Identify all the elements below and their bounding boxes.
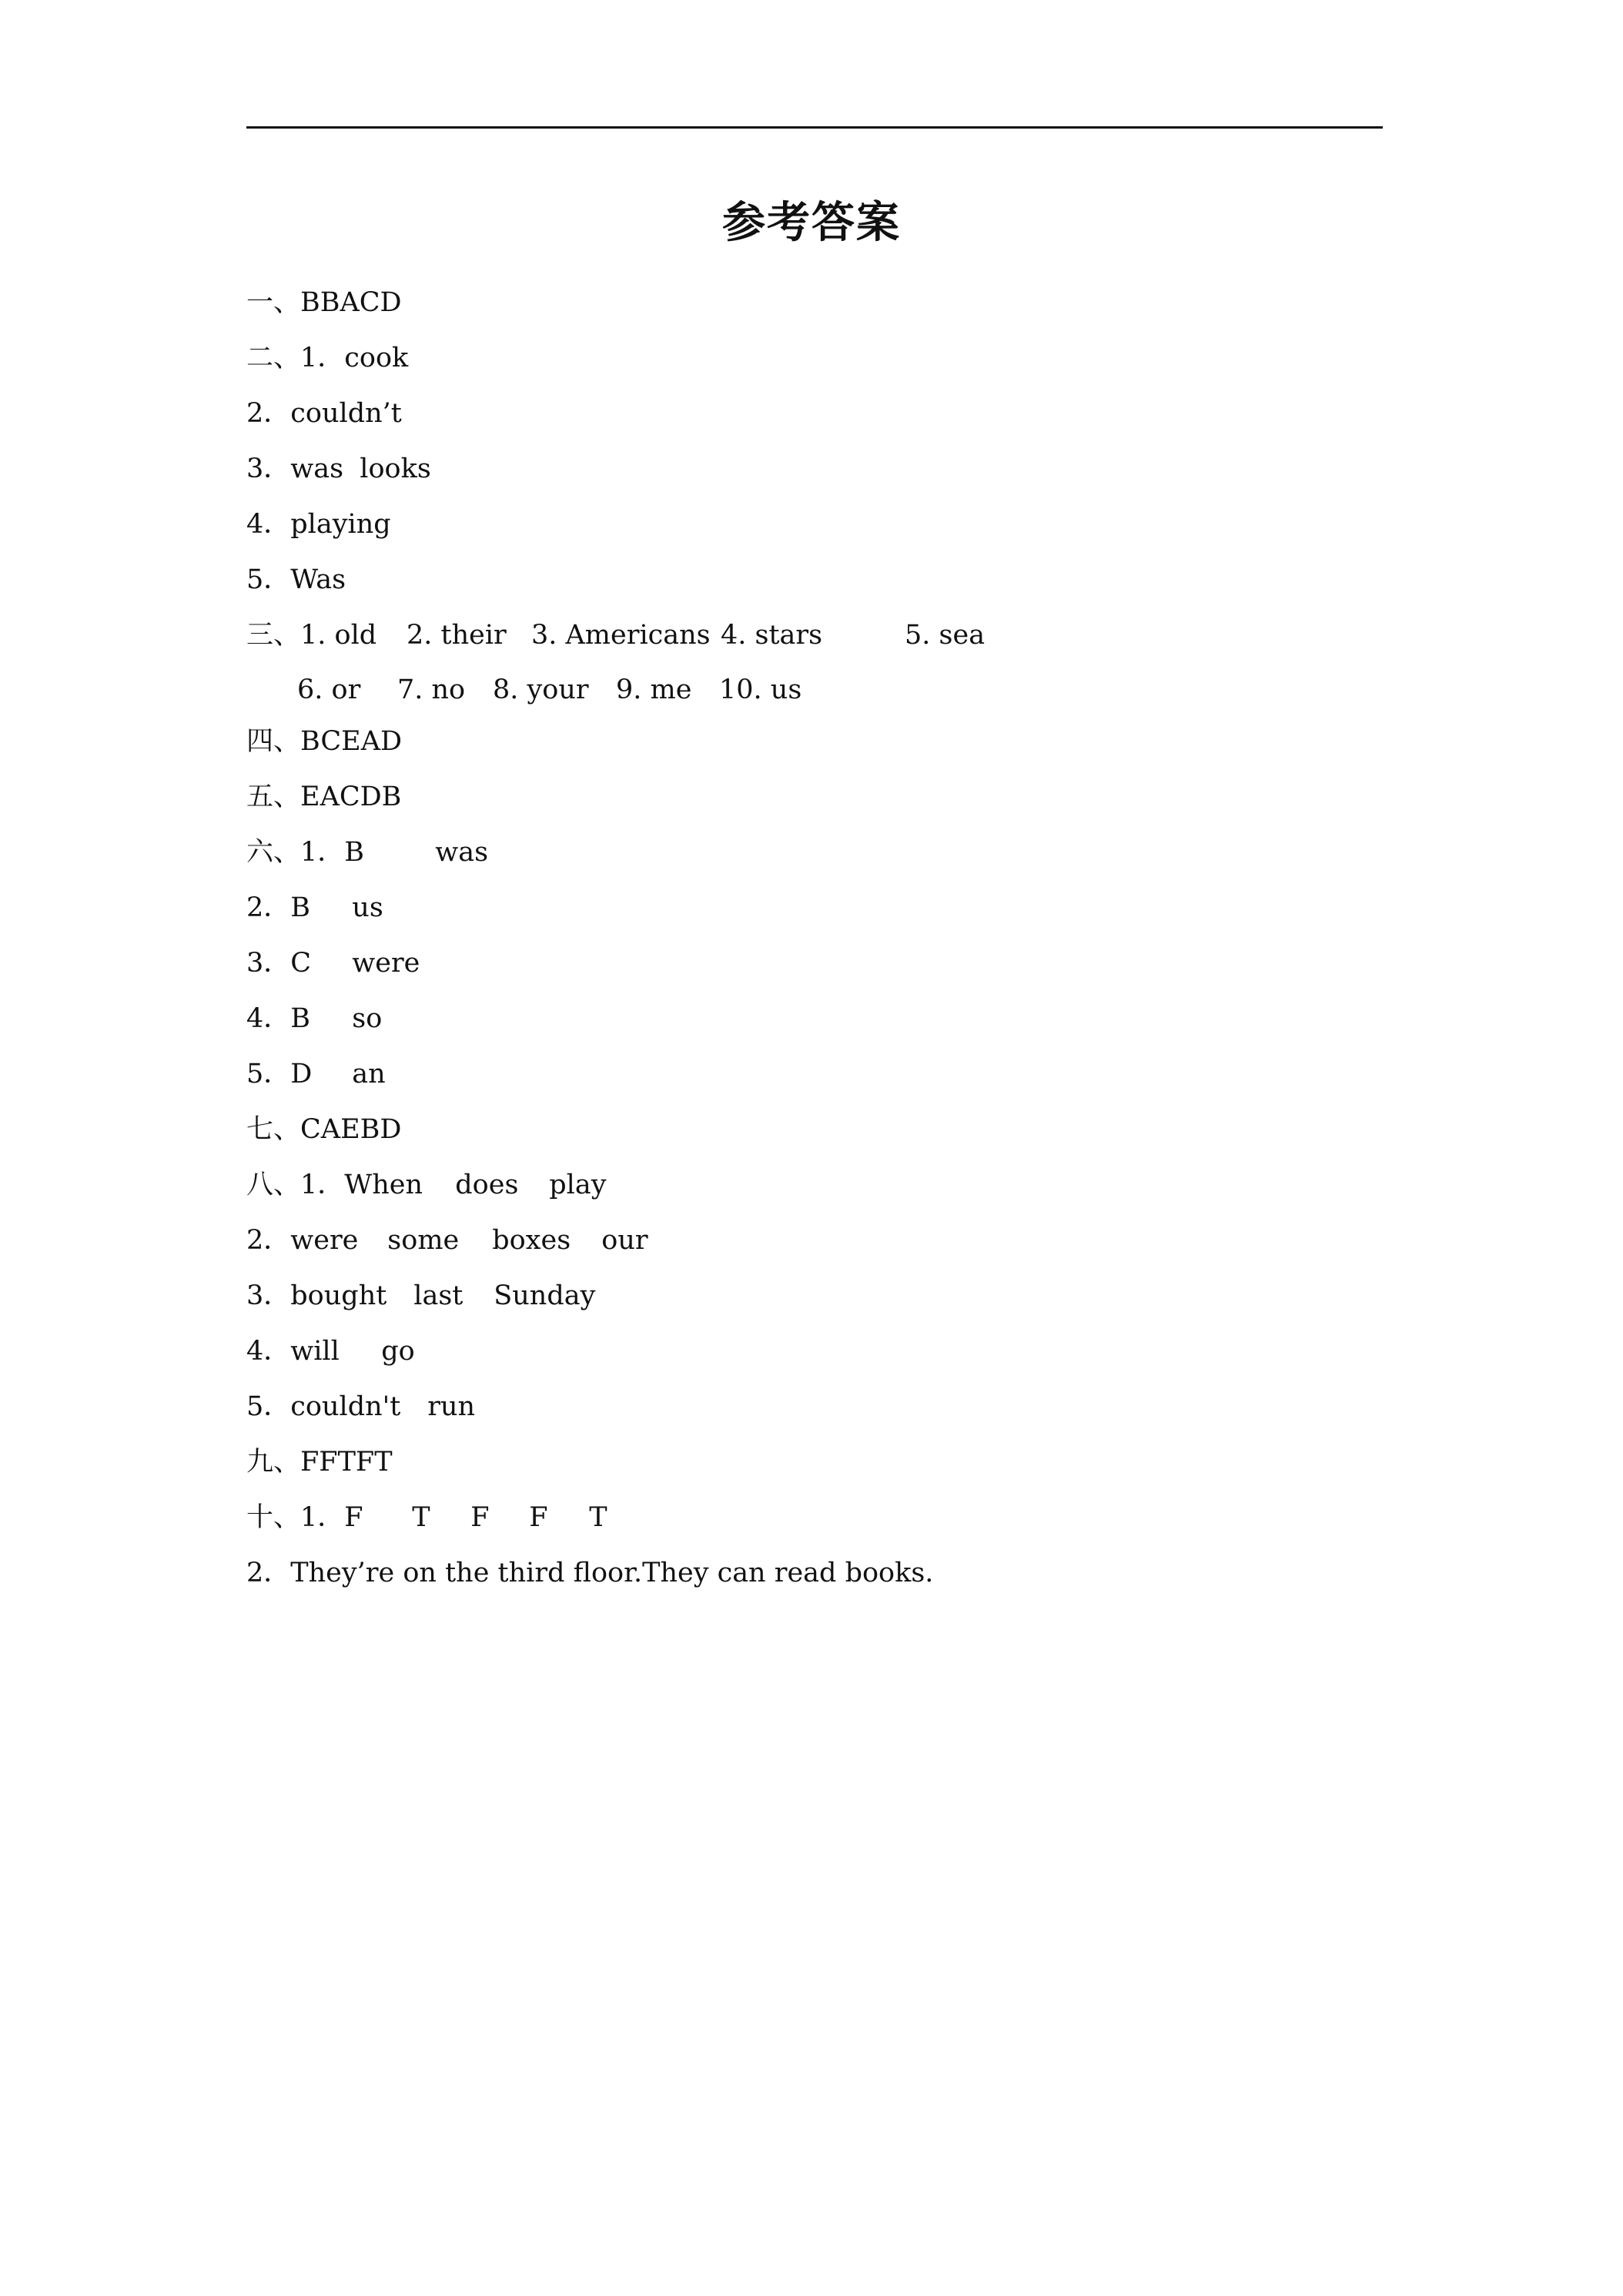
answer-prefix: 一、 [246,287,301,318]
answer-value: When [344,1170,423,1200]
answer-value: F [344,1502,363,1533]
answer-prefix: 四、 [246,726,301,757]
answer-value: 9. me [616,674,692,705]
answer-prefix: 三、 [246,620,301,651]
answer-value: cook [344,343,409,373]
answer-value: an [352,1059,386,1089]
answer-prefix: 2． [246,892,291,923]
page-title: 参考答案 [722,198,901,248]
answer-prefix: 5． [246,1059,291,1089]
answer-line-8 [297,672,801,708]
answer-value: boxes [492,1225,571,1256]
answer-value: 2. their [407,620,507,651]
answer-value: BCEAD [300,726,403,757]
answer-line-6 [246,562,346,597]
answer-line-14 [246,1001,382,1036]
answer-value: 4. stars [721,620,823,651]
answer-line-17 [246,1167,607,1203]
answer-line-20 [246,1334,415,1369]
answer-prefix: 九、 [246,1447,301,1478]
answer-value: B [344,837,365,868]
answer-line-15 [246,1056,386,1092]
answer-prefix: 八、1． [246,1170,345,1200]
answer-value: were [290,1225,359,1256]
answer-line-9 [246,724,402,759]
answer-line-4 [246,451,431,487]
answer-value: T [412,1502,430,1533]
answer-prefix: 5． [246,564,291,595]
answer-value: They can read books. [642,1558,934,1588]
answer-prefix: 二、1． [246,343,345,373]
answer-value: They’re on the third floor. [290,1558,643,1588]
answer-prefix: 五、 [246,782,301,812]
answer-line-2 [246,340,408,376]
answer-value: were [352,948,420,979]
answer-prefix: 3． [246,948,291,979]
answer-value: us [352,892,383,923]
answer-line-7 [246,618,985,653]
answer-line-1 [246,285,402,320]
answer-line-13 [246,946,420,981]
answer-value: 5. sea [905,620,986,651]
answer-value: some [387,1225,460,1256]
answer-value: run [427,1391,476,1422]
answer-value: BBACD [300,287,402,318]
answer-prefix: 4． [246,1336,291,1367]
answer-value: go [381,1336,415,1367]
answer-line-12 [246,890,383,925]
answer-prefix: 4． [246,509,291,540]
answer-prefix: 2． [246,1225,291,1256]
answer-value: bought [290,1280,387,1311]
answer-value: T [589,1502,607,1533]
answer-value: B [290,1003,311,1034]
answer-line-10 [246,779,401,815]
answer-prefix: 4． [246,1003,291,1034]
header-rule [246,126,1383,129]
answer-value: B [290,892,311,923]
answer-prefix: 3． [246,1280,291,1311]
answer-value: will [290,1336,340,1367]
answer-value: 6. or [297,674,361,705]
answer-value: our [601,1225,648,1256]
answer-line-23 [246,1500,607,1535]
answer-value: was [290,454,344,484]
answer-prefix: 2． [246,398,291,429]
answer-value: Was [290,564,346,595]
answer-line-5 [246,507,391,542]
answer-line-24 [246,1555,933,1591]
answer-prefix: 5． [246,1391,291,1422]
answer-value: 7. no [397,674,466,705]
answer-value: Sunday [494,1280,596,1311]
answer-value: couldn’t [290,398,402,429]
answer-value: playing [290,509,391,540]
answer-value: 8. your [493,674,589,705]
answer-value: so [352,1003,383,1034]
answer-value: F [529,1502,548,1533]
answer-prefix: 六、1． [246,837,345,868]
answer-line-3 [246,396,402,431]
answer-value: F [470,1502,490,1533]
answer-prefix: 2． [246,1558,291,1588]
answer-value: last [413,1280,463,1311]
answer-value: couldn't [290,1391,401,1422]
answer-prefix: 十、1． [246,1502,345,1533]
answer-value: CAEBD [300,1114,402,1145]
answer-value: play [549,1170,607,1200]
answer-value: EACDB [300,782,402,812]
answer-line-21 [246,1389,475,1424]
answer-prefix: 3． [246,454,291,484]
answer-value: 1. old [300,620,377,651]
answer-line-18 [246,1223,648,1258]
answer-value: looks [360,454,431,484]
answer-line-19 [246,1278,595,1314]
answer-line-16 [246,1112,401,1147]
answer-value: C [290,948,312,979]
answer-value: FFTFT [300,1447,393,1478]
answer-line-22 [246,1444,393,1480]
answer-value: D [290,1059,313,1089]
answer-value: was [435,837,489,868]
answer-line-11 [246,835,488,870]
answer-value: 10. us [719,674,802,705]
answer-prefix: 七、 [246,1114,301,1145]
answer-value: does [455,1170,519,1200]
answer-value: 3. Americans [531,620,711,651]
